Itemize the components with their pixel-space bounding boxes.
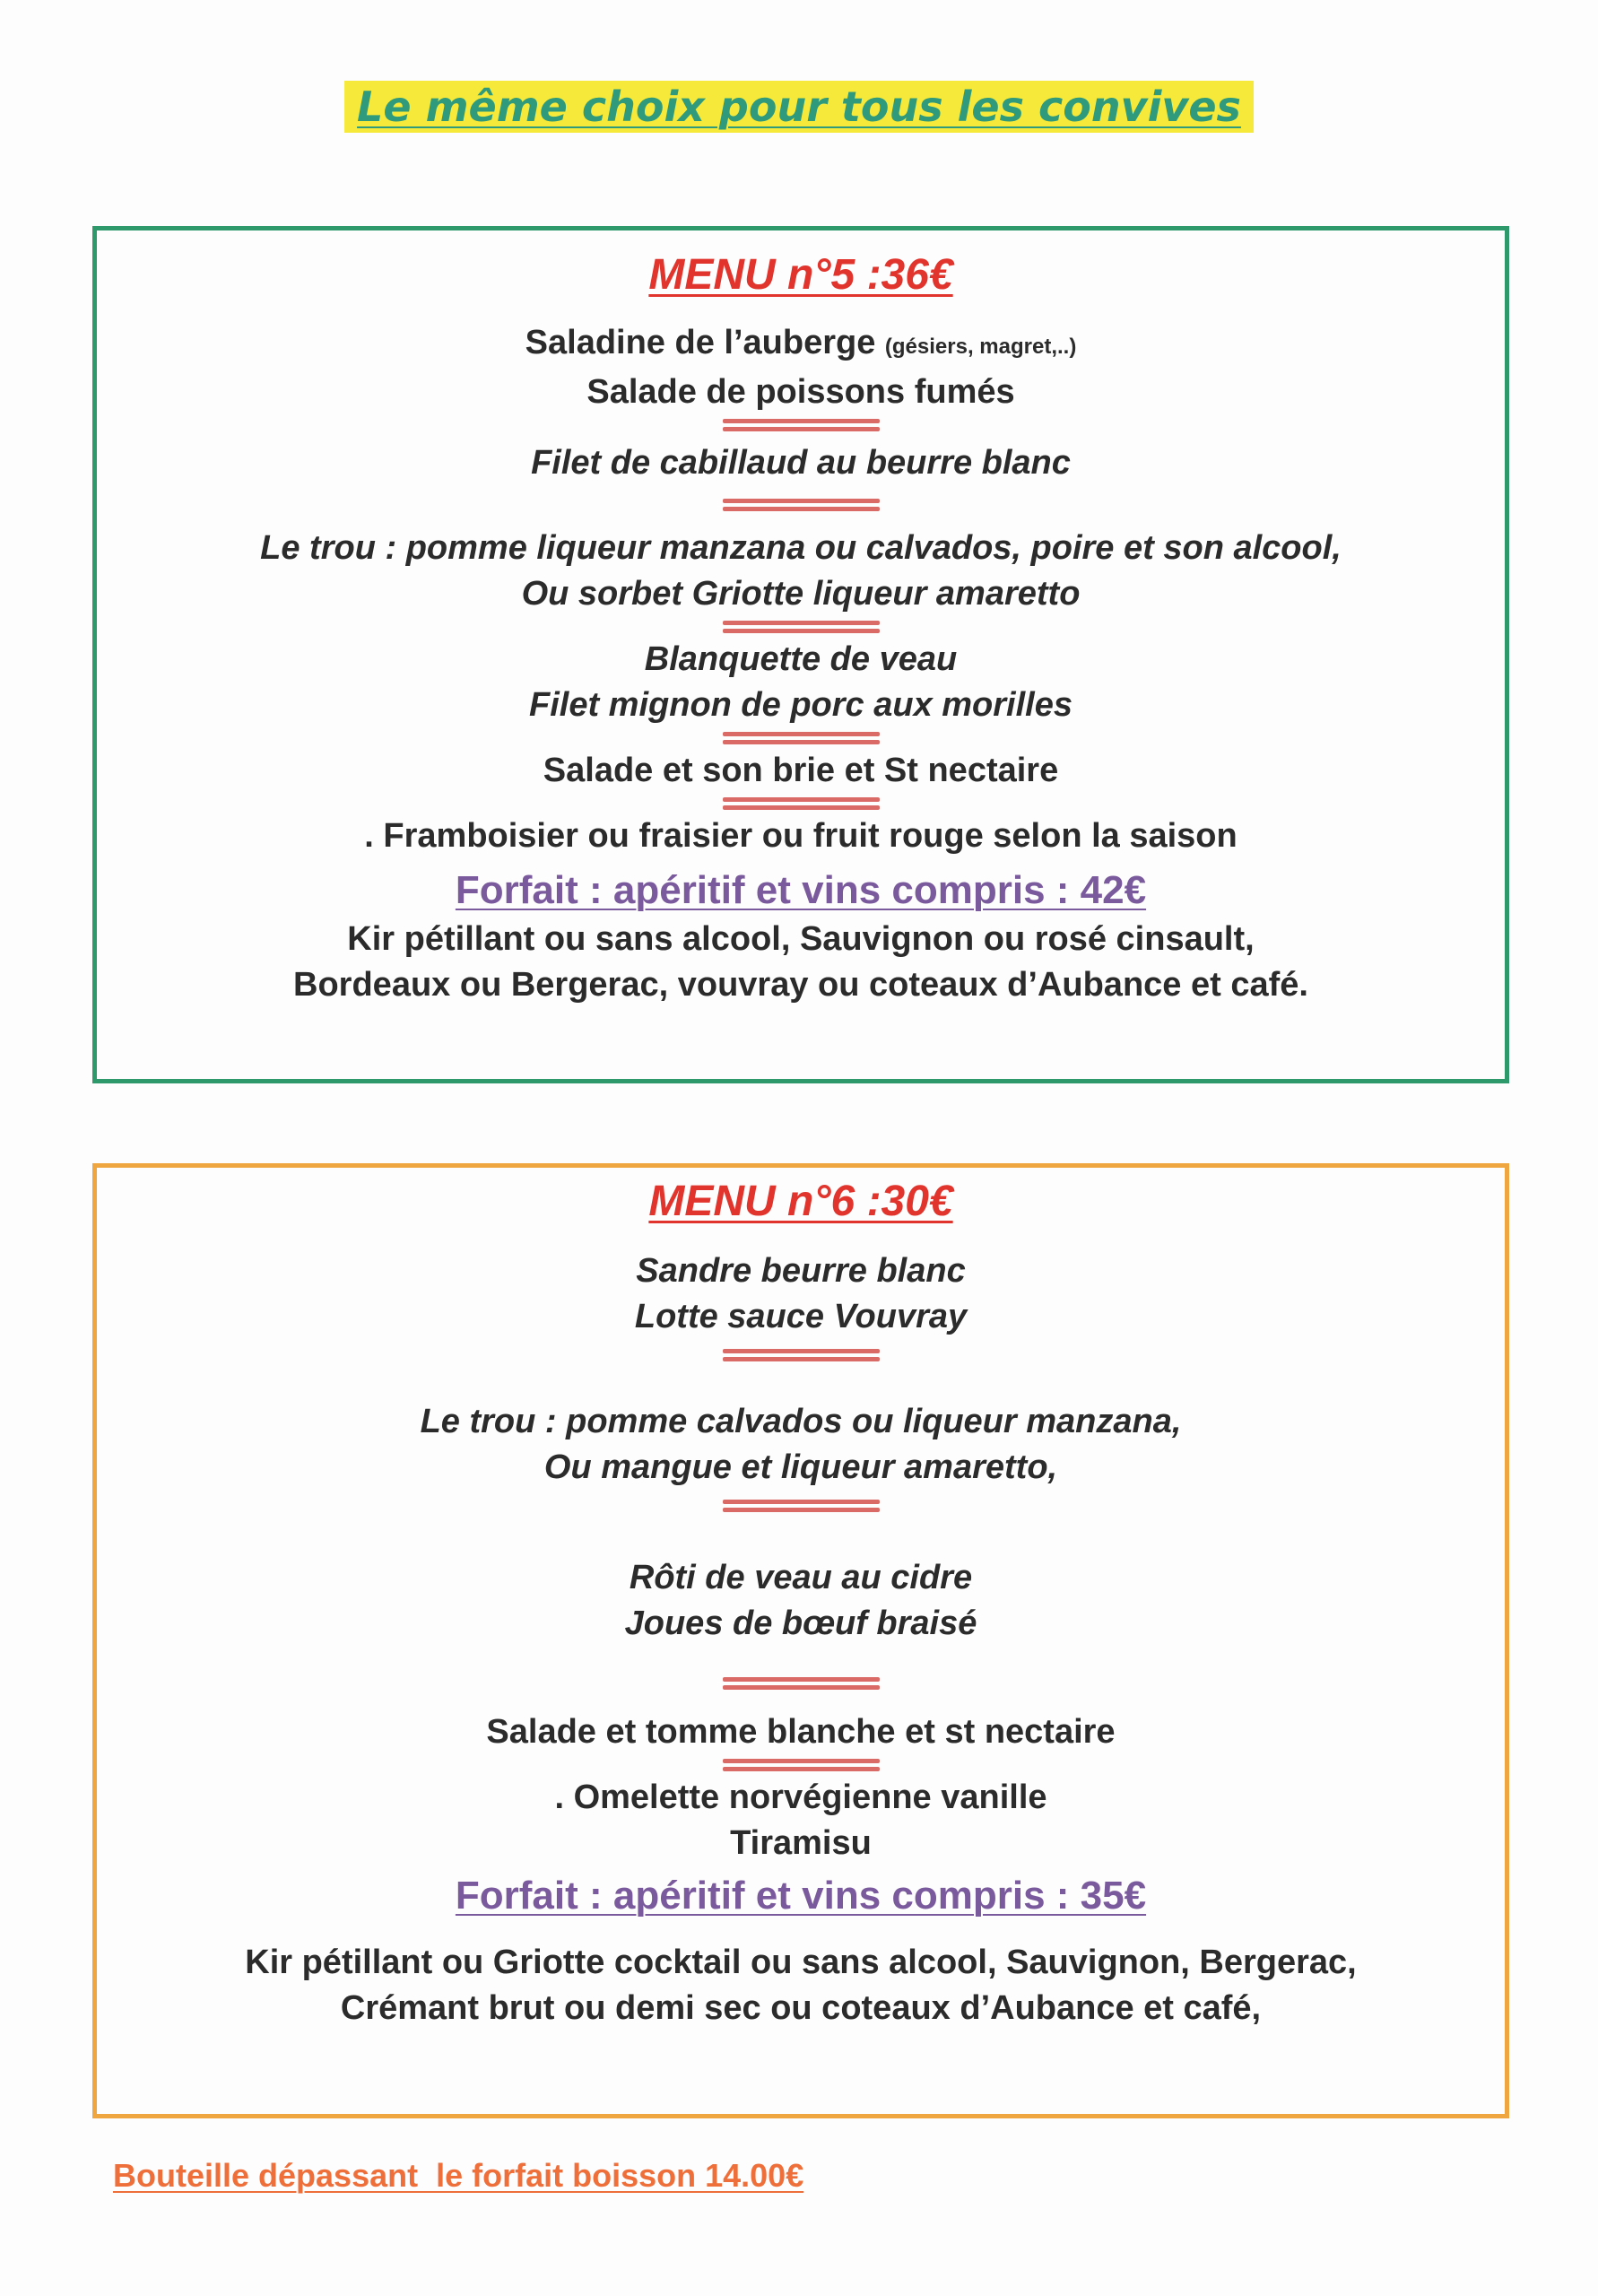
menu-6-drinks-2: Crémant brut ou demi sec ou coteaux d’Aubance et café, (340, 1989, 1262, 2027)
menu-6-fish-1: Sandre beurre blanc (636, 1252, 966, 1290)
menu-5-entree-2: Salade de poissons fumés (586, 373, 1015, 411)
menu-5-entree-1-note: (gésiers, magret,..) (884, 335, 1077, 359)
menu-6-dessert-2: Tiramisu (730, 1824, 872, 1862)
menu-5-drinks-1: Kir pétillant ou sans alcool, Sauvignon ou rosé cinsault, (347, 920, 1255, 958)
menu-5-trou-1: Le trou : pomme liqueur manzana ou calvados, poire et son alcool, (260, 529, 1342, 567)
menu-6-title: MENU n°6 :30€ (648, 1178, 953, 1225)
menu-6-trou-2: Ou mangue et liqueur amaretto, (543, 1448, 1058, 1486)
menu-6-forfait: Forfait : apéritif et vins compris : 35€ (455, 1874, 1147, 1918)
menu-6-card (92, 1163, 1509, 2118)
menu-5-cheese: Salade et son brie et St nectaire (543, 752, 1059, 789)
menu-5-trou-2: Ou sorbet Griotte liqueur amaretto (521, 575, 1081, 613)
separator-divider (723, 1345, 880, 1365)
separator-divider (723, 495, 880, 515)
menu-6-cheese: Salade et tomme blanche et st nectaire (486, 1713, 1116, 1751)
separator-divider (723, 728, 880, 748)
menu-6-dessert-1: . Omelette norvégienne vanille (554, 1779, 1047, 1816)
menu-5-entree-1 (97, 320, 1505, 370)
separator-divider (723, 1496, 880, 1516)
page-title: Le même choix pour tous les convives (344, 81, 1254, 133)
menu-5-drinks-2: Bordeaux ou Bergerac, vouvray ou coteaux d’Aubance et café. (293, 966, 1308, 1004)
separator-divider (723, 617, 880, 637)
menu-6-fish-2: Lotte sauce Vouvray (634, 1298, 968, 1335)
menu-6-main-2: Joues de bœuf braisé (624, 1605, 977, 1642)
menu-6-trou-1: Le trou : pomme calvados ou liqueur manzana, (420, 1403, 1182, 1440)
bottle-surcharge-note: Bouteille dépassant le forfait boisson 14.00€ (113, 2157, 804, 2194)
separator-divider (723, 415, 880, 435)
menu-5-forfait: Forfait : apéritif et vins compris : 42€ (455, 868, 1147, 912)
menu-5-card (92, 226, 1509, 1083)
menu-6-main-1: Rôti de veau au cidre (629, 1559, 973, 1596)
menu-5-main-2: Filet mignon de porc aux morilles (529, 686, 1073, 724)
menu-5-title: MENU n°5 :36€ (648, 251, 953, 299)
menu-5-main-1: Blanquette de veau (644, 640, 958, 678)
menu-5-fish: Filet de cabillaud au beurre blanc (531, 444, 1071, 482)
menu-5-entree-1-name: Saladine de l’auberge (525, 324, 885, 361)
menu-6-drinks-1: Kir pétillant ou Griotte cocktail ou sans alcool, Sauvignon, Bergerac, (245, 1944, 1357, 1981)
separator-divider (723, 1674, 880, 1693)
separator-divider (723, 794, 880, 813)
separator-divider (723, 1755, 880, 1775)
menu-5-dessert: . Framboisier ou fraisier ou fruit rouge selon la saison (364, 817, 1238, 855)
